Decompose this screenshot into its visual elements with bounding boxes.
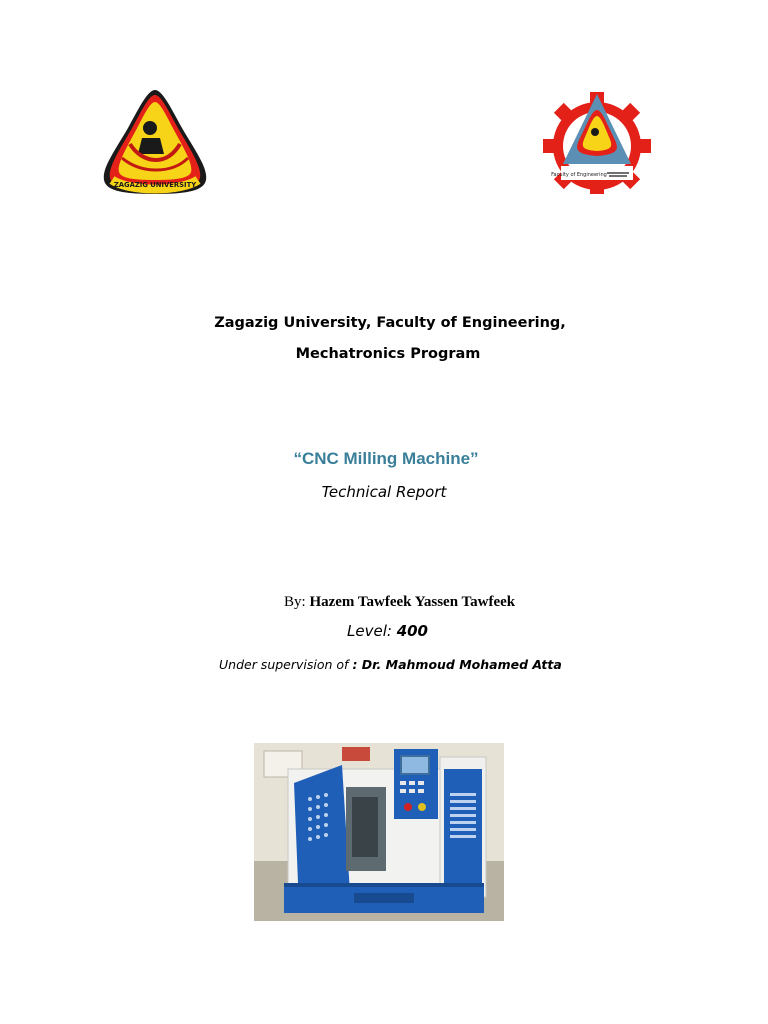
report-title: “CNC Milling Machine” [293, 449, 479, 468]
zagazig-university-logo [100, 88, 210, 196]
level-line [347, 622, 428, 640]
supervision-line [219, 657, 562, 672]
faculty-logo-text: Faculty of Engineering [551, 172, 607, 178]
supervision-label: Under supervision of [219, 657, 353, 672]
level-label: Level: [347, 622, 397, 640]
author-name: Hazem Tawfeek Yassen Tawfeek [309, 594, 516, 610]
cnc-machine-photo [254, 743, 504, 921]
level-value: 400 [396, 622, 428, 640]
institution-line-2: Mechatronics Program [295, 346, 481, 362]
supervisor-name: : Dr. Mahmoud Mohamed Atta [352, 657, 562, 672]
author-line [284, 594, 515, 611]
report-subtitle: Technical Report [321, 483, 447, 501]
by-label: By: [284, 594, 310, 610]
zagazig-logo-text: ZAGAZIG UNIVERSITY [113, 181, 197, 189]
faculty-of-engineering-logo [535, 90, 659, 194]
institution-line-1: Zagazig University, Faculty of Engineering, [214, 315, 566, 331]
